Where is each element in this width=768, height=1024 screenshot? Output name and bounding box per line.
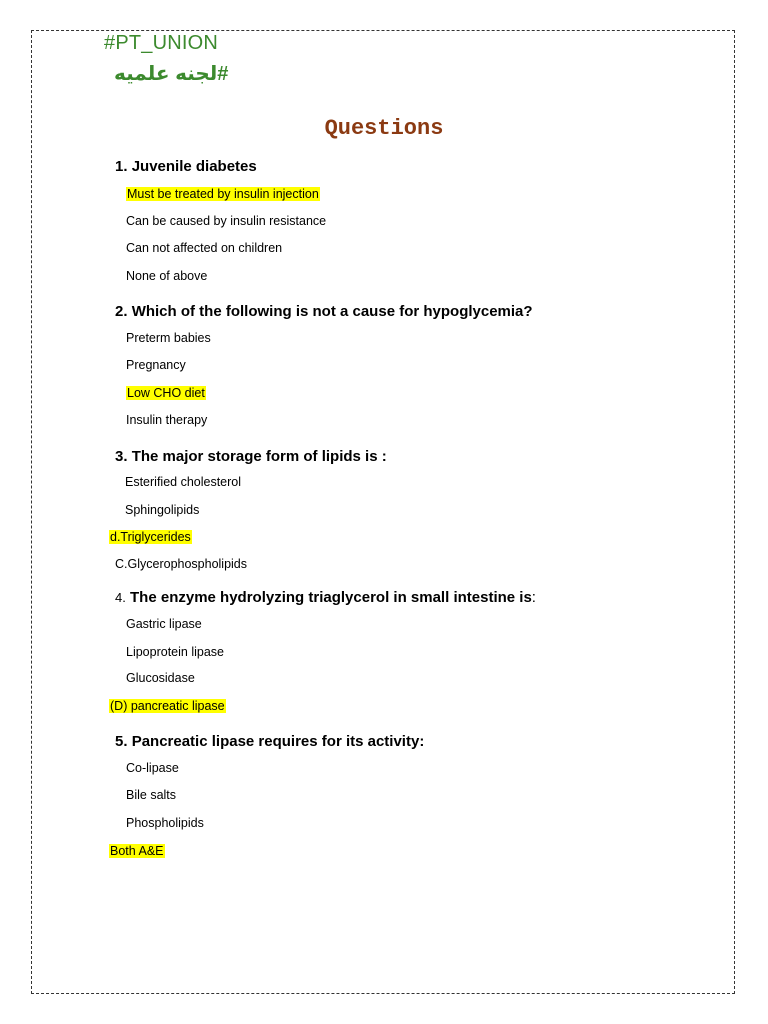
hashtag-arabic: #لجنه علميه bbox=[114, 63, 229, 85]
question-5 bbox=[115, 733, 424, 750]
q4-option-4 bbox=[109, 698, 226, 715]
question-number: 1. bbox=[115, 158, 128, 175]
q1-option-4: None of above bbox=[126, 269, 208, 283]
question-text: The major storage form of lipids is : bbox=[131, 448, 387, 465]
question-suffix: : bbox=[531, 589, 536, 606]
q1-option-2: Can be caused by insulin resistance bbox=[126, 214, 327, 228]
page-title: Questions bbox=[324, 116, 444, 141]
question-1 bbox=[115, 158, 257, 175]
highlighted-answer: d.Triglycerides bbox=[110, 530, 191, 544]
question-text: Pancreatic lipase requires for its activity: bbox=[131, 733, 425, 750]
q4-option-3: Glucosidase bbox=[126, 671, 195, 685]
q5-option-1: Co-lipase bbox=[126, 761, 179, 775]
q3-option-4: C.Glycerophospholipids bbox=[115, 557, 248, 571]
question-number: 3. bbox=[115, 448, 128, 465]
q4-option-1: Gastric lipase bbox=[126, 617, 202, 631]
q2-option-1: Preterm babies bbox=[126, 331, 211, 345]
q1-option-3: Can not affected on children bbox=[126, 241, 283, 255]
highlighted-answer: Both A&E bbox=[110, 844, 164, 858]
q4-option-2: Lipoprotein lipase bbox=[126, 645, 224, 659]
q1-option-1 bbox=[126, 186, 320, 203]
question-number: 4. bbox=[115, 590, 126, 605]
q2-option-3 bbox=[126, 385, 206, 402]
question-text: Which of the following is not a cause for hypoglycemia? bbox=[131, 303, 533, 320]
question-text: The enzyme hydrolyzing triaglycerol in small intestine is bbox=[130, 589, 532, 606]
q3-option-1: Esterified cholesterol bbox=[125, 475, 242, 489]
question-3 bbox=[115, 448, 387, 465]
highlighted-answer: (D) pancreatic lipase bbox=[110, 699, 225, 713]
q5-option-4 bbox=[109, 843, 165, 860]
q3-option-2: Sphingolipids bbox=[125, 503, 200, 517]
q5-option-2: Bile salts bbox=[126, 788, 177, 802]
highlighted-answer: Must be treated by insulin injection bbox=[127, 187, 319, 201]
q2-option-4: Insulin therapy bbox=[126, 413, 208, 427]
question-4 bbox=[115, 589, 536, 606]
question-2 bbox=[115, 303, 533, 320]
highlighted-answer: Low CHO diet bbox=[127, 386, 205, 400]
hashtag-pt-union: #PT_UNION bbox=[104, 32, 219, 54]
q2-option-2: Pregnancy bbox=[126, 358, 186, 372]
q5-option-3: Phospholipids bbox=[126, 816, 204, 830]
q3-option-3 bbox=[109, 529, 192, 546]
question-number: 5. bbox=[115, 733, 128, 750]
question-number: 2. bbox=[115, 303, 128, 320]
question-text: Juvenile diabetes bbox=[131, 158, 257, 175]
